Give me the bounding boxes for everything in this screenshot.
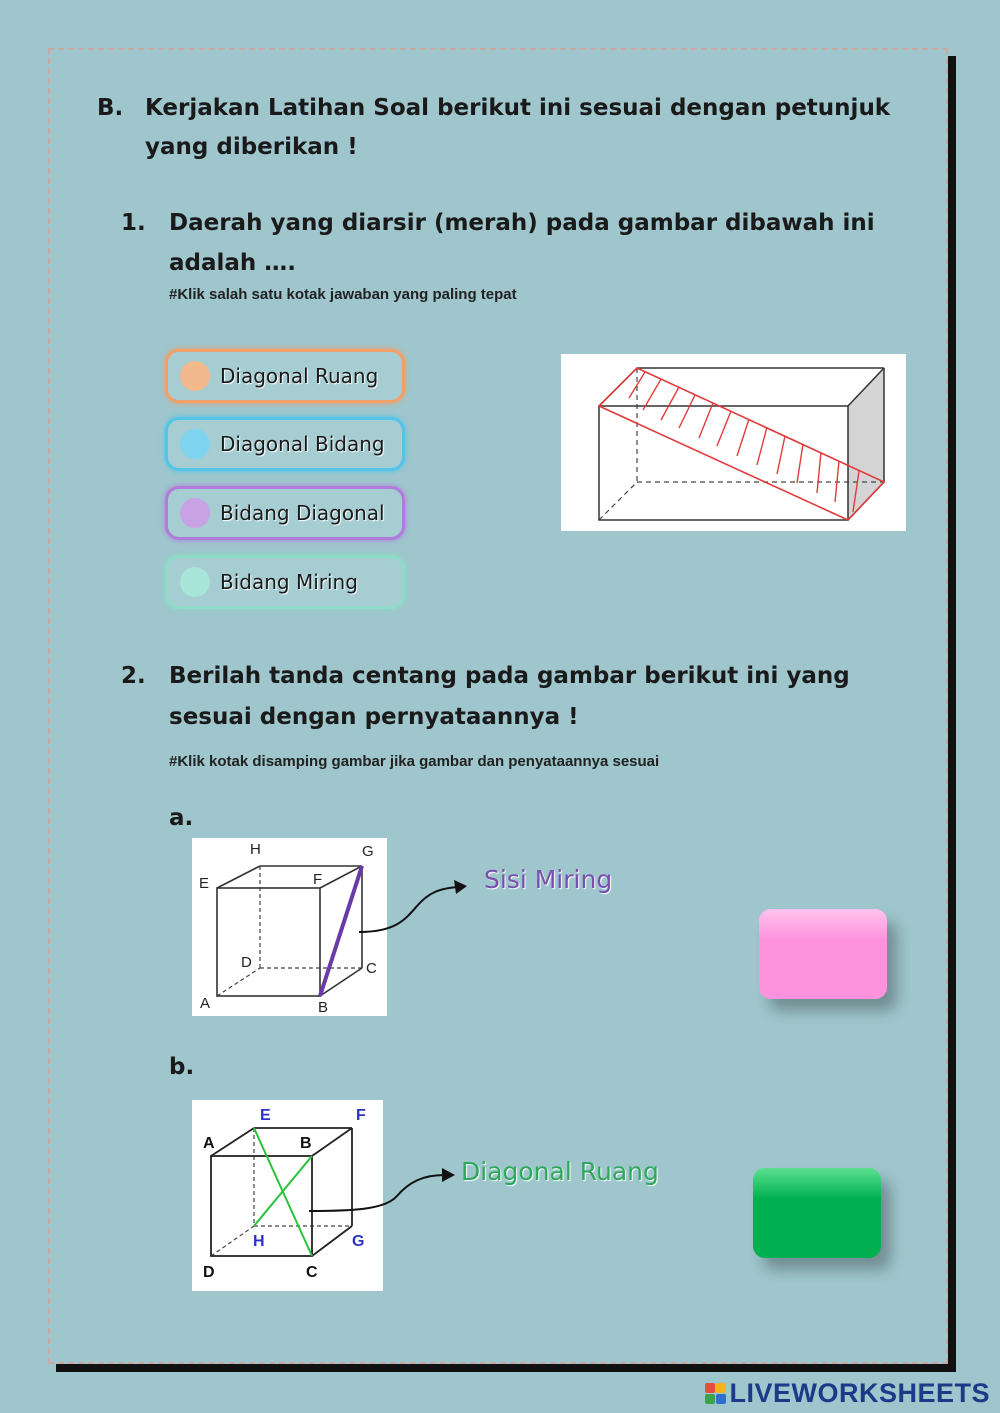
q1-hint: #Klik salah satu kotak jawaban yang paling tepat [169, 286, 517, 303]
q2-hint: #Klik kotak disamping gambar jika gambar dan penyataannya sesuai [169, 753, 660, 770]
q2a-checkbox[interactable] [759, 909, 887, 999]
q2b-letter: b. [169, 1054, 195, 1080]
q2a-letter: a. [169, 805, 194, 831]
q1-number: 1. [121, 210, 146, 236]
q2-text-line2: sesuai dengan pernyataannya ! [169, 704, 579, 730]
vertex-label-d: D [203, 1264, 215, 1281]
q1-text-line2: adalah …. [169, 250, 297, 276]
q2b-statement: Diagonal Ruang [461, 1157, 659, 1186]
vertex-label-b: B [300, 1135, 312, 1152]
brand-name: LIVEWORKSHEETS [729, 1378, 990, 1408]
vertex-label-a: A [200, 995, 211, 1012]
q2a-statement: Sisi Miring [484, 865, 613, 894]
section-instruction-line1: Kerjakan Latihan Soal berikut ini sesuai dengan petunjuk [145, 95, 891, 121]
vertex-label-e: E [260, 1107, 271, 1124]
answer-option-label: Diagonal Bidang [220, 432, 385, 456]
option-bullet-icon [180, 567, 210, 597]
answer-option-bidang-diagonal[interactable] [165, 486, 405, 540]
vertex-label-h: H [253, 1233, 265, 1250]
answer-option-diagonal-ruang[interactable] [165, 349, 405, 403]
vertex-label-c: C [366, 960, 377, 977]
option-bullet-icon [180, 361, 210, 391]
vertex-label-h: H [250, 841, 261, 858]
cuboid-diagram [561, 354, 906, 531]
q2-number: 2. [121, 663, 146, 689]
vertex-label-a: A [203, 1135, 215, 1152]
vertex-label-f: F [356, 1107, 366, 1124]
q2b-checkbox[interactable] [753, 1168, 881, 1258]
vertex-label-g: G [362, 843, 374, 860]
arrow-icon-a [355, 870, 475, 940]
vertex-label-d: D [241, 954, 252, 971]
q2-text-line1: Berilah tanda centang pada gambar berikut ini yang [169, 663, 850, 689]
arrow-icon-b [305, 1162, 465, 1224]
section-letter: B. [97, 95, 124, 121]
vertex-label-b: B [318, 999, 329, 1016]
option-bullet-icon [180, 498, 210, 528]
liveworksheets-brand [705, 1378, 990, 1409]
answer-option-label: Bidang Miring [220, 570, 358, 594]
q1-text-line1: Daerah yang diarsir (merah) pada gambar dibawah ini [169, 210, 875, 236]
vertex-label-e: E [199, 875, 210, 892]
vertex-label-g: G [352, 1233, 365, 1250]
option-bullet-icon [180, 429, 210, 459]
answer-option-bidang-miring[interactable] [165, 555, 405, 609]
cuboid-hatched-plane-figure [561, 354, 906, 531]
answer-option-label: Bidang Diagonal [220, 501, 385, 525]
vertex-label-c: C [306, 1264, 318, 1281]
answer-option-diagonal-bidang[interactable] [165, 417, 405, 471]
answer-option-label: Diagonal Ruang [220, 364, 379, 388]
section-instruction-line2: yang diberikan ! [145, 134, 358, 160]
vertex-label-f: F [313, 871, 323, 888]
liveworksheets-logo-icon [705, 1383, 726, 1404]
